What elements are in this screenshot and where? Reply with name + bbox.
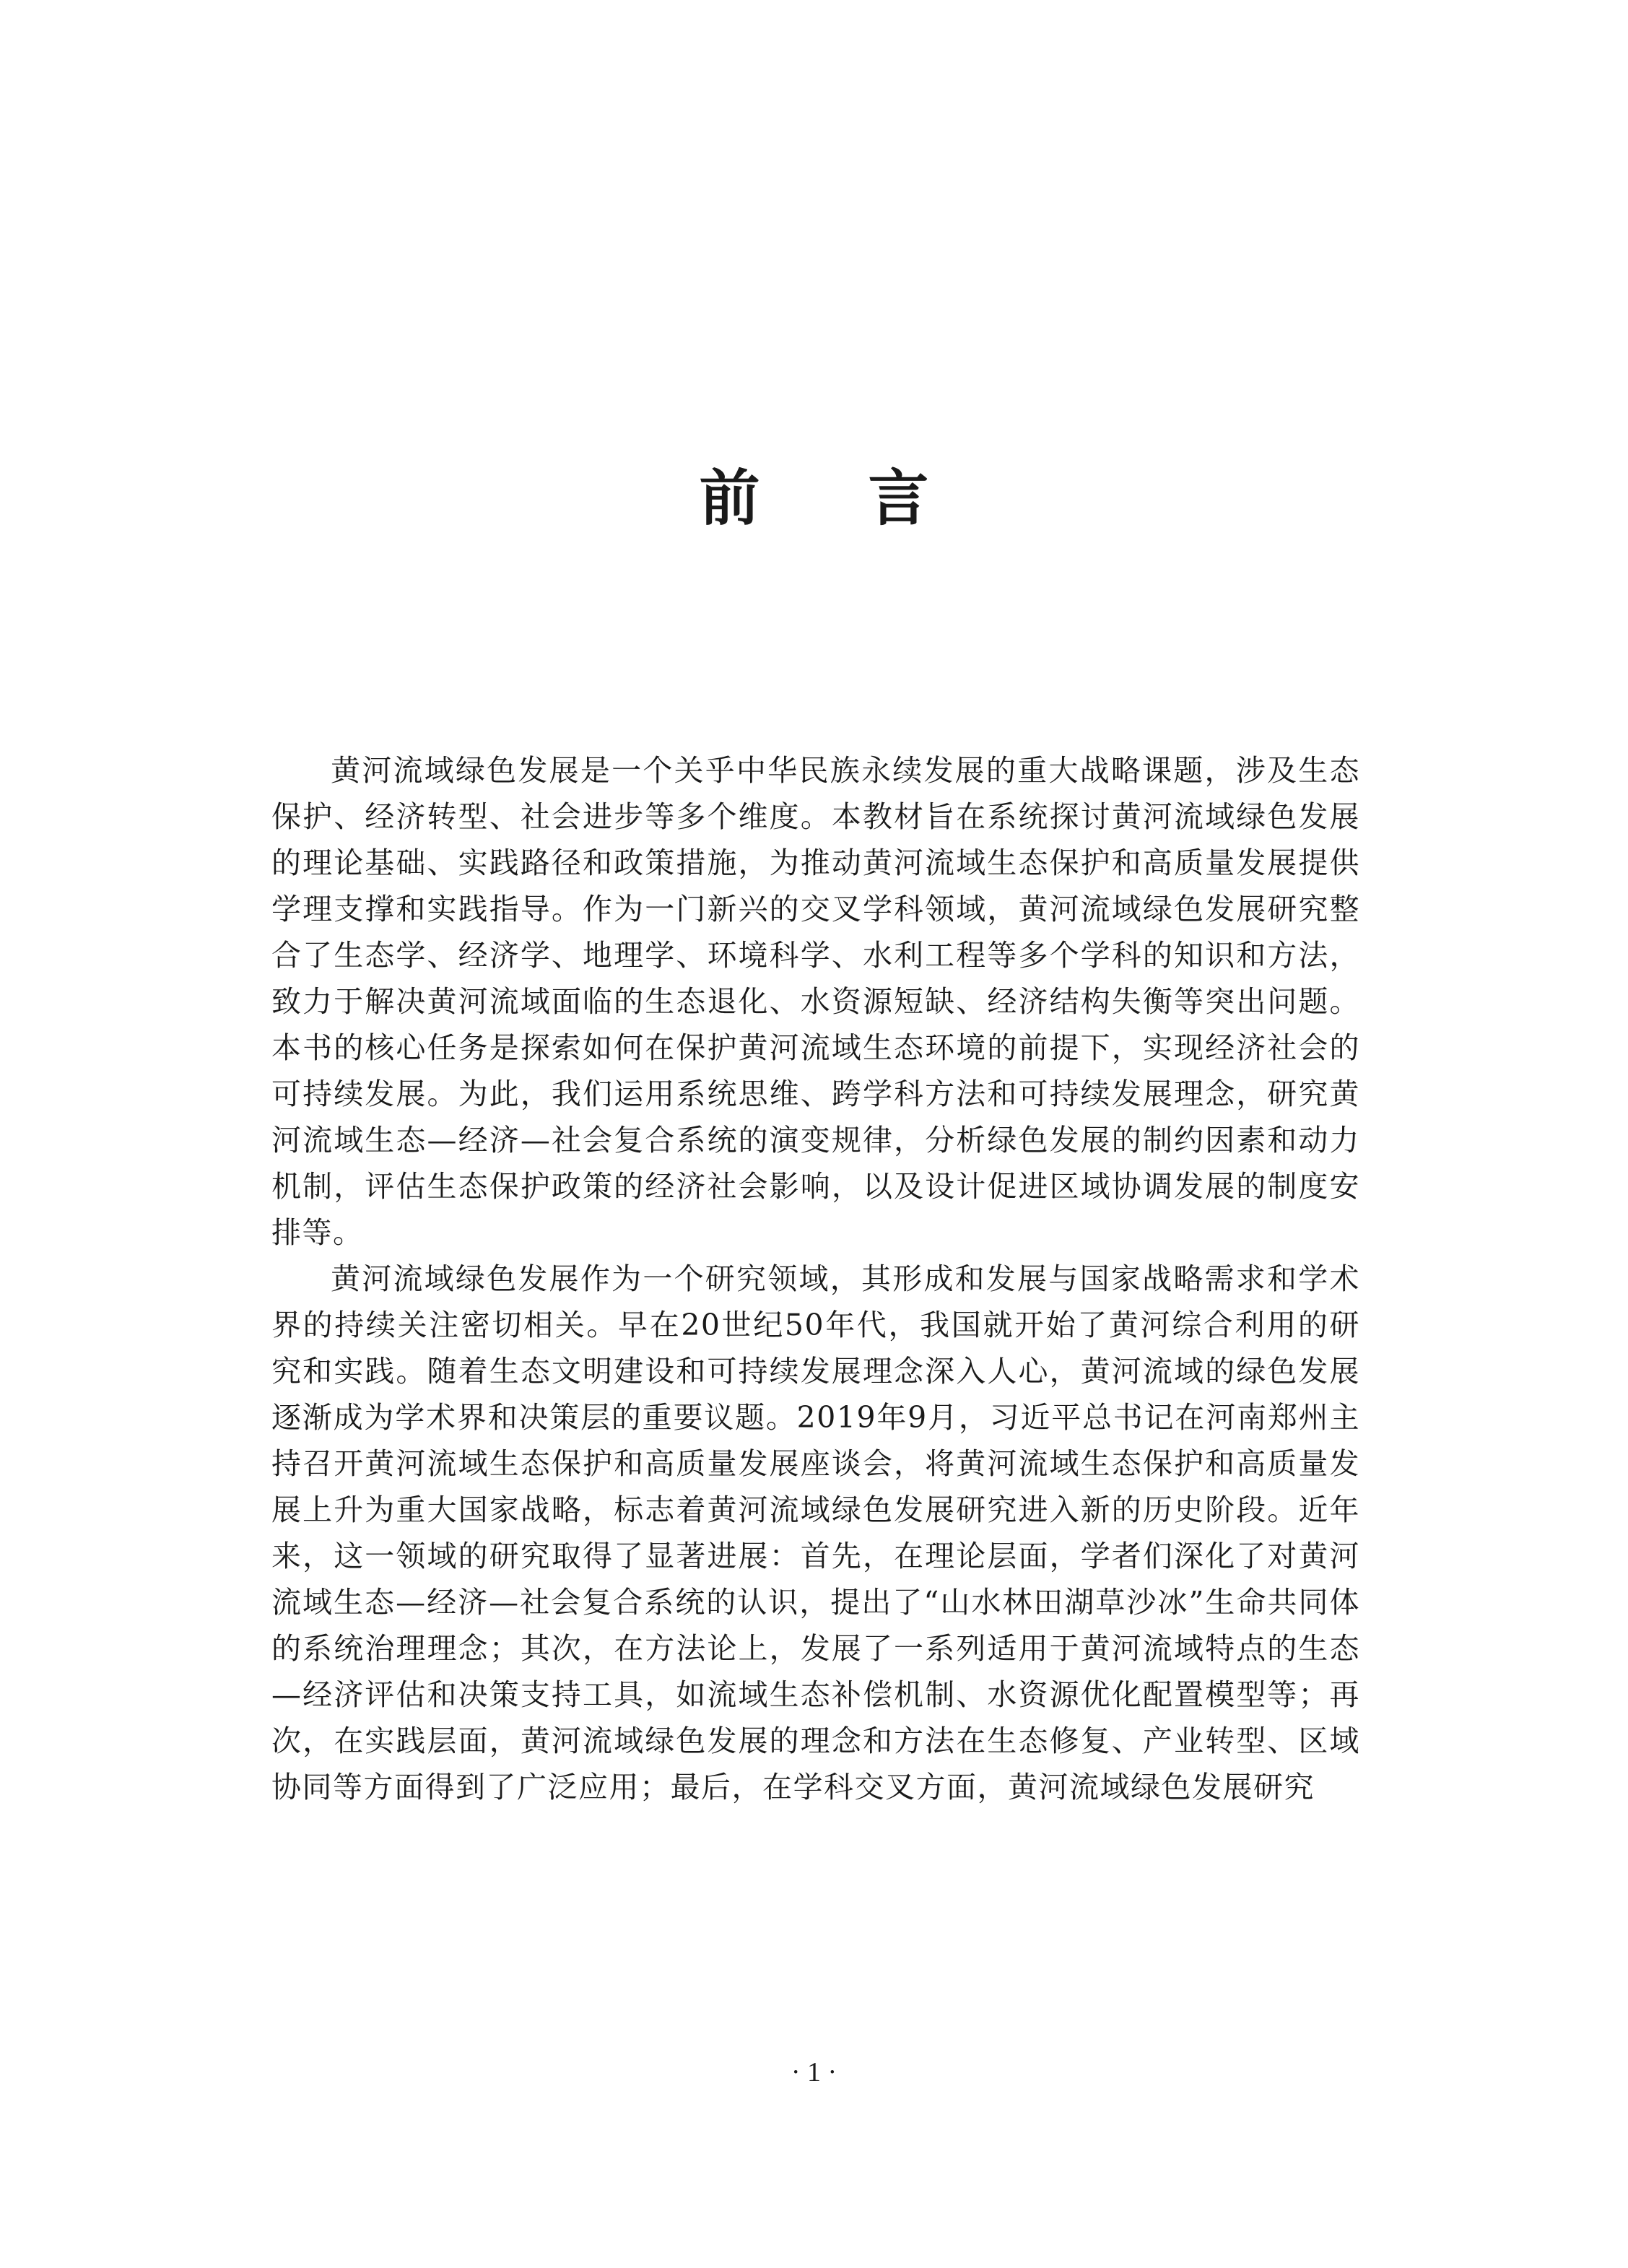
- page-title: [0, 455, 1628, 542]
- body-text: [271, 747, 1360, 1810]
- page-number: · 1 ·: [791, 2057, 837, 2087]
- paragraph-1: 黄河流域绿色发展是一个关乎中华民族永续发展的重大战略课题，涉及生态保护、经济转型、社会进步等多个维度。本教材旨在系统探讨黄河流域绿色发展的理论基础、实践路径和政策措施，为推动黄河流域生态保护和高质量发展提供学理支撑和实践指导。作为一门新兴的交叉学科领域，黄河流域绿色发展研究整合了生态学、经济学、地理学、环境科学、水利工程等多个学科的知识和方法，致力于解决黄河流域面临的生态退化、水资源短缺、经济结构失衡等突出问题。本书的核心任务是探索如何在保护黄河流域生态环境的前提下，实现经济社会的可持续发展。为此，我们运用系统思维、跨学科方法和可持续发展理念，研究黄河流域生态—经济—社会复合系统的演变规律，分析绿色发展的制约因素和动力机制，评估生态保护政策的经济社会影响，以及设计促进区域协调发展的制度安排等。: [271, 753, 1360, 1250]
- title-char-2: 言: [868, 463, 929, 534]
- paragraph-2: 黄河流域绿色发展作为一个研究领域，其形成和发展与国家战略需求和学术界的持续关注密切相关。早在20世纪50年代，我国就开始了黄河综合利用的研究和实践。随着生态文明建设和可持续发展理念深入人心，黄河流域的绿色发展逐渐成为学术界和决策层的重要议题。2019年9月，习近平总书记在河南郑州主持召开黄河流域生态保护和高质量发展座谈会，将黄河流域生态保护和高质量发展上升为重大国家战略，标志着黄河流域绿色发展研究进入新的历史阶段。近年来，这一领域的研究取得了显著进展：首先，在理论层面，学者们深化了对黄河流域生态—经济—社会复合系统的认识，提出了“山水林田湖草沙冰”生命共同体的系统治理理念；其次，在方法论上，发展了一系列适用于黄河流域特点的生态—经济评估和决策支持工具，如流域生态补偿机制、水资源优化配置模型等；再次，在实践层面，黄河流域绿色发展的理念和方法在生态修复、产业转型、区域协同等方面得到了广泛应用；最后，在学科交叉方面，黄河流域绿色发展研究: [271, 1261, 1360, 1804]
- title-char-1: 前: [699, 463, 760, 534]
